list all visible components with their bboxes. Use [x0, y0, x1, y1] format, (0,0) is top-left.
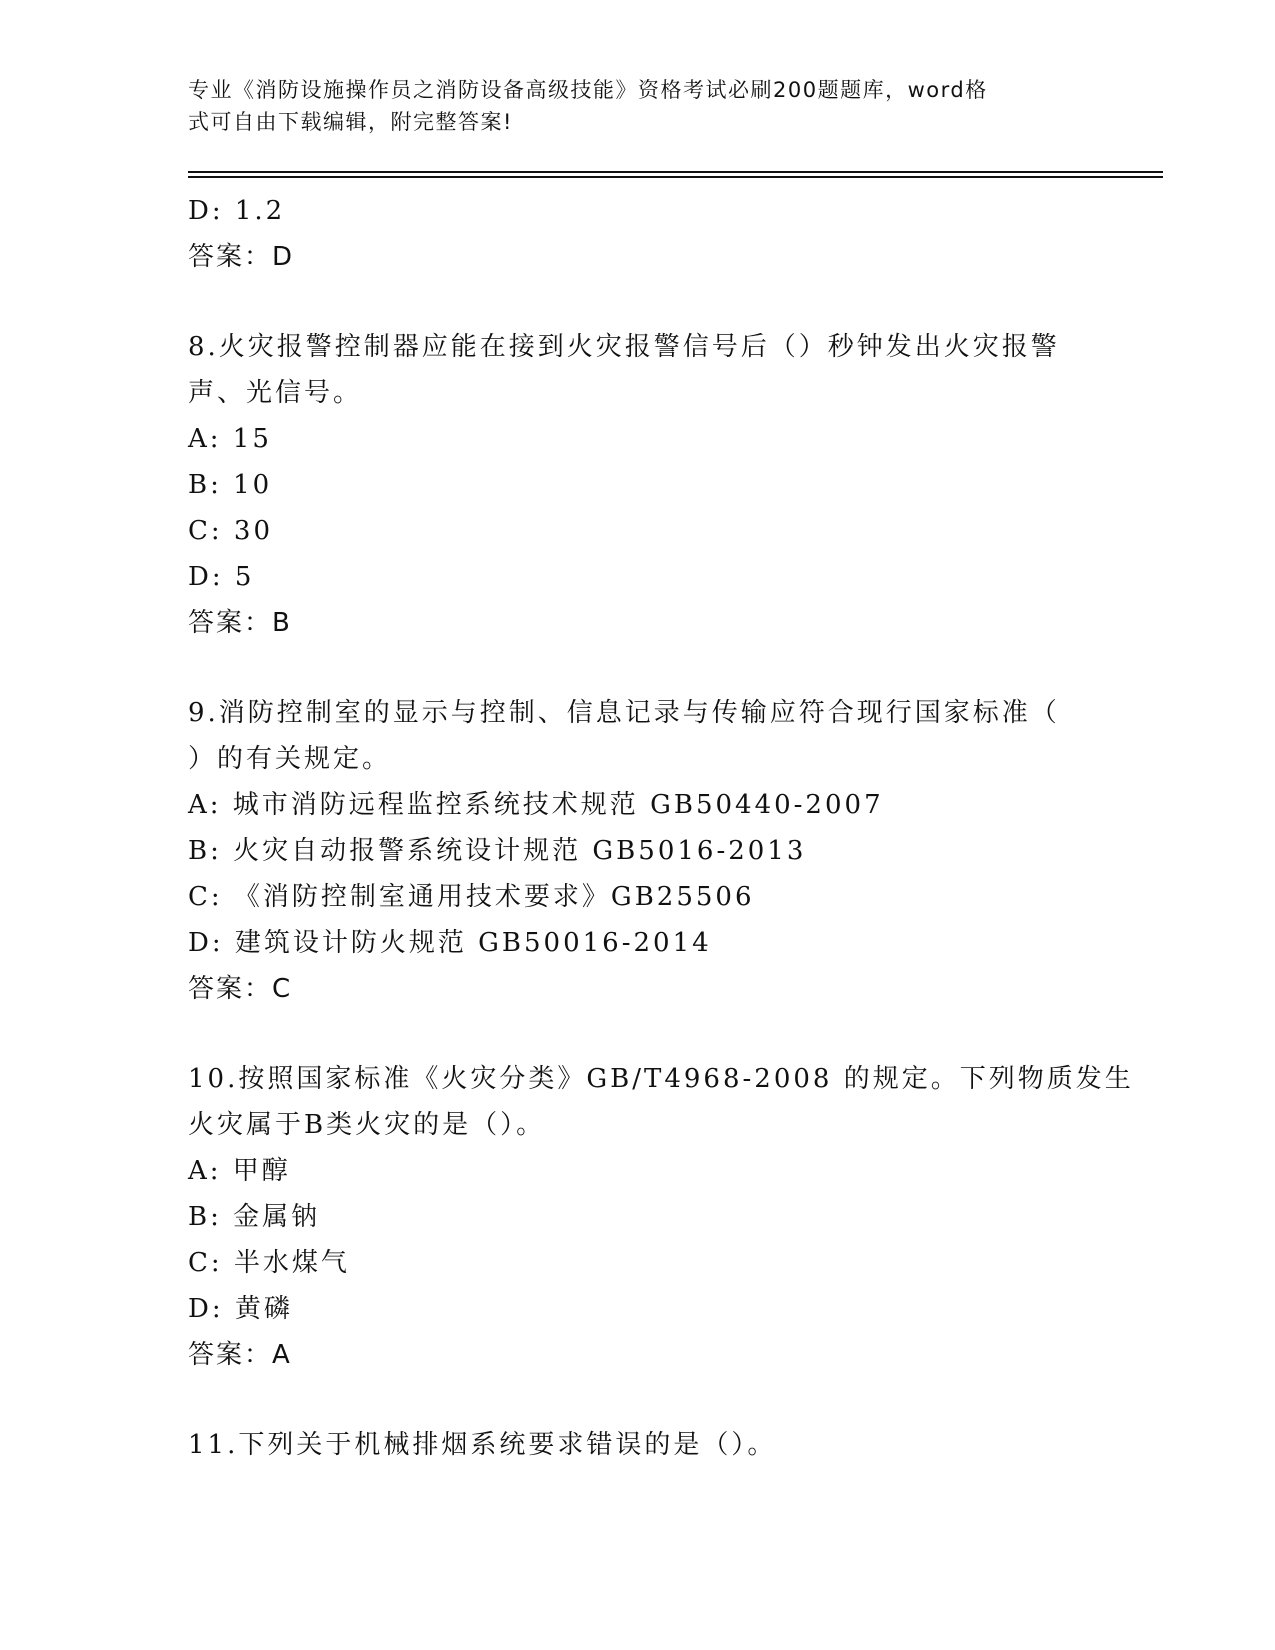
- option-a: A: 甲醇: [188, 1156, 291, 1186]
- question-8: [188, 324, 1068, 646]
- question-stem: 9.消防控制室的显示与控制、信息记录与传输应符合现行国家标准（: [188, 698, 1060, 728]
- previous-option-d: D: 1.2: [188, 196, 286, 226]
- question-list: [188, 188, 1134, 1468]
- option-c: C: 30: [188, 516, 274, 546]
- question-stem-cont: 火灾属于B类火灾的是（）。: [188, 1110, 546, 1140]
- question-stem-cont: ）的有关规定。: [188, 744, 392, 774]
- question-10: [188, 1056, 1134, 1378]
- answer: 答案：C: [188, 974, 293, 1004]
- option-d: D: 黄磷: [188, 1294, 293, 1324]
- option-c: C: 《消防控制室通用技术要求》GB25506: [188, 882, 755, 912]
- option-a: A: 城市消防远程监控系统技术规范 GB50440-2007: [188, 790, 884, 820]
- header-line-1: 专业《消防设施操作员之消防设备高级技能》资格考试必刷200题题库，word格: [188, 78, 988, 102]
- document-header: [188, 74, 1068, 138]
- header-rule-bottom: [188, 176, 1163, 178]
- question-9: [188, 690, 1068, 1012]
- option-d: D: 5: [188, 562, 255, 592]
- header-line-2: 式可自由下载编辑，附完整答案!: [188, 110, 513, 134]
- answer: 答案：B: [188, 608, 292, 638]
- option-c: C: 半水煤气: [188, 1248, 350, 1278]
- option-b: B: 火灾自动报警系统设计规范 GB5016-2013: [188, 836, 807, 866]
- header-rule-top: [188, 171, 1163, 173]
- option-b: B: 10: [188, 470, 273, 500]
- question-stem-cont: 声、光信号。: [188, 378, 363, 408]
- option-a: A: 15: [188, 424, 272, 454]
- question-11: [188, 1422, 1068, 1468]
- question-stem: 8.火灾报警控制器应能在接到火灾报警信号后（）秒钟发出火灾报警: [188, 332, 1060, 362]
- option-d: D: 建筑设计防火规范 GB50016-2014: [188, 928, 712, 958]
- answer: 答案：A: [188, 1340, 292, 1370]
- previous-answer: 答案：D: [188, 242, 295, 272]
- question-stem: 10.按照国家标准《火灾分类》GB/T4968-2008 的规定。下列物质发生: [188, 1064, 1134, 1094]
- question-stem: 11.下列关于机械排烟系统要求错误的是（）。: [188, 1430, 777, 1460]
- option-b: B: 金属钠: [188, 1202, 321, 1232]
